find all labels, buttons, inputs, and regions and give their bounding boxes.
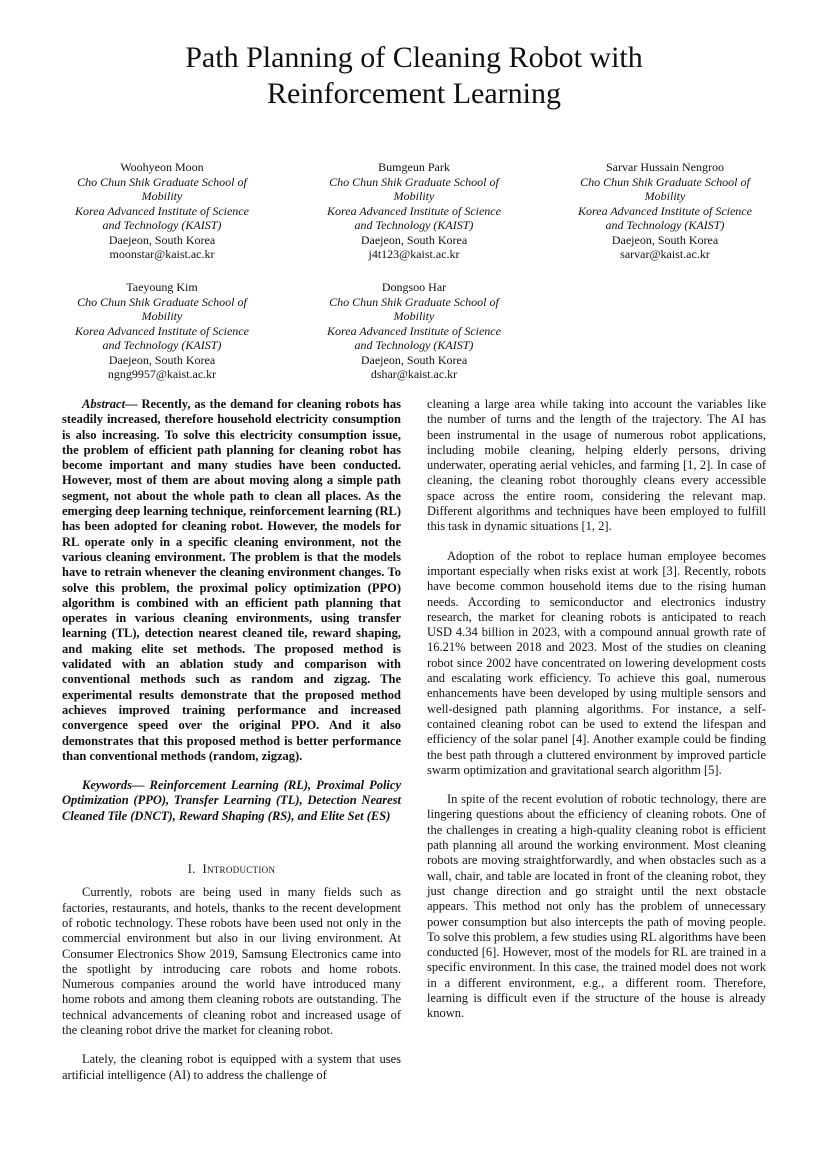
author-affiliation-line: and Technology (KAIST) — [605, 218, 725, 232]
author-affiliation-line: Korea Advanced Institute of Science — [327, 323, 501, 338]
author-name: Sarvar Hussain Nengroo — [606, 160, 724, 174]
section-title: Introduction — [202, 862, 276, 877]
author-affiliation-line: Cho Chun Shik Graduate School of — [580, 174, 750, 189]
author-affiliation-line: and Technology (KAIST) — [102, 218, 222, 232]
author-affiliation-line: Korea Advanced Institute of Science — [578, 203, 752, 218]
author-location: Daejeon, South Korea — [360, 352, 468, 367]
author-affiliation-line: Korea Advanced Institute of Science — [75, 323, 249, 338]
author-block-1 — [57, 160, 267, 262]
author-block-5 — [309, 280, 519, 382]
author-affiliation-line: Mobility — [644, 189, 686, 203]
author-block-3 — [560, 160, 770, 262]
author-affiliation-line: Korea Advanced Institute of Science — [327, 203, 501, 218]
author-name: Taeyoung Kim — [126, 280, 198, 294]
paragraph: Currently, robots are being used in many fields such as factories, restaurants, and hotels, thanks to the recent development of robotic technology. These robots have been used not only in the commercial environment but also in our living environment. At Consumer Electronics Show 2019, Samsung Electronics came into the spotlight by introducing care robots and home robots. Numerous companies around the world have introduced many home robots and among them cleaning robots are outstanding. The technical advancements of cleaning robot and increased usage of the cleaning robot drive the market for cleaning robot. — [62, 885, 401, 1037]
author-email: dshar@kaist.ac.kr — [370, 367, 458, 381]
author-affiliation-line: Mobility — [141, 309, 183, 323]
keywords — [62, 778, 401, 824]
abstract-label: Abstract— — [82, 397, 138, 411]
author-block-2 — [309, 160, 519, 262]
author-location: Daejeon, South Korea — [360, 232, 468, 247]
author-affiliation-line: Mobility — [393, 189, 435, 203]
paragraph: cleaning a large area while taking into account the variables like the number of turns and the length of the trajectory. The AI has been instrumental in the usage of numerous robot applications, including mobile cleaning, helping elderly persons, driving underwater, operating aerial vehicles, and farming [1, 2]. In case of cleaning, the cleaning robot thoroughly cleans every accessible space across the entire room, considering the relevant map. Different algorithms and techniques have been employed to fulfill this task in dynamic situations [1, 2]. — [427, 397, 766, 534]
section-heading — [62, 862, 401, 877]
author-affiliation-line: and Technology (KAIST) — [354, 338, 474, 352]
author-email: ngng9957@kaist.ac.kr — [107, 367, 217, 381]
author-affiliation-line: Cho Chun Shik Graduate School of — [77, 174, 247, 189]
author-affiliation-line: Mobility — [141, 189, 183, 203]
author-affiliation-line: Cho Chun Shik Graduate School of — [329, 174, 499, 189]
author-name: Woohyeon Moon — [120, 160, 204, 174]
author-email: j4t123@kaist.ac.kr — [368, 247, 460, 261]
left-column — [62, 397, 401, 1083]
author-location: Daejeon, South Korea — [108, 352, 216, 367]
author-email: moonstar@kaist.ac.kr — [109, 247, 215, 261]
paper-title-line-2: Reinforcement Learning — [266, 77, 562, 110]
author-name: Dongsoo Har — [381, 280, 447, 294]
author-block-4 — [57, 280, 267, 382]
author-affiliation-line: Cho Chun Shik Graduate School of — [77, 294, 247, 309]
right-column — [427, 397, 766, 1022]
author-location: Daejeon, South Korea — [611, 232, 719, 247]
author-affiliation-line: and Technology (KAIST) — [102, 338, 222, 352]
keywords-text: Reinforcement Learning (RL), Proximal Policy Optimization (PPO), Transfer Learning (TL), Detection Nearest Cleaned Tile (DNCT), Reward Shaping (RS), and Elite Set (ES) — [62, 778, 401, 823]
paper-title — [0, 40, 828, 112]
author-affiliation-line: and Technology (KAIST) — [354, 218, 474, 232]
paragraph: Lately, the cleaning robot is equipped with a system that uses artificial intelligence (AI) to address the challenge of — [62, 1052, 401, 1082]
abstract-text: Recently, as the demand for cleaning robots has steadily increased, therefore household electricity consumption is also increasing. To solve this electricity consumption issue, the problem of efficient path planning for cleaning robot has become important and many studies have been conducted. However, most of them are about moving along a simple path segment, not about the whole path to clean all places. As the emerging deep learning technique, reinforcement learning (RL) has been adopted for cleaning robot. However, the models for RL operate only in a specific cleaning environment, not the various cleaning environment. The problem is that the models have to retrain whenever the cleaning environment changes. To solve this problem, the proximal policy optimization (PPO) algorithm is combined with an efficient path planning that operates in various cleaning environments, using transfer learning (TL), detection nearest cleaned tile, reward shaping, and making elite set methods. The proposed method is validated with an ablation study and comparison with conventional methods such as random and zigzag. The experimental results demonstrate that the proposed method achieves improved training performance and increased convergence speed over the original PPO. And it also demonstrates that this proposed method is better performance than conventional methods (random, zigzag). — [62, 397, 401, 763]
paper-title-line-1: Path Planning of Cleaning Robot with — [185, 41, 643, 74]
author-email: sarvar@kaist.ac.kr — [620, 247, 710, 261]
paragraph: In spite of the recent evolution of robotic technology, there are lingering questions about the efficiency of cleaning robots. One of the challenges in creating a high-quality cleaning robot is efficient path planning all around the working environment. Most cleaning robots are moving straightforwardly, and when obstacles such as a wall, chair, and table are located in front of the cleaning robot, they just change direction and go straight until the next obstacle appears. This method not only has the problem of unnecessary power consumption but also intercepts the path of moving people. To solve this problem, a few studies using RL algorithms have been conducted [6]. However, most of the models for RL are trained in a specific environment. In this case, the trained model does not work in a different environment, e.g., a different room. Therefore, learning is difficult even if the structure of the house is already known. — [427, 792, 766, 1021]
author-affiliation-line: Cho Chun Shik Graduate School of — [329, 294, 499, 309]
section-number: I. — [187, 862, 196, 877]
author-affiliation-line: Korea Advanced Institute of Science — [75, 203, 249, 218]
author-location: Daejeon, South Korea — [108, 232, 216, 247]
author-name: Bumgeun Park — [378, 160, 450, 174]
author-affiliation-line: Mobility — [393, 309, 435, 323]
paragraph: Adoption of the robot to replace human employee becomes important especially when risks exist at work [3]. Recently, robots have become common household items due to the rising human needs. According to semiconductor and electronics industry research, the market for cleaning robots is anticipated to reach USD 4.34 billion in 2023, with a compound annual growth rate of 16.21% between 2018 and 2023. Most of the studies on cleaning robot since 2002 have concentrated on lowering development costs and escalating work efficiency. To achieve this goal, numerous enhancements have been developed by using multiple sensors and well-designed path planning algorithms. For instance, a self-contained cleaning robot can be used to extend the lifespan and efficiency of the solar panel [4]. Another example could be finding the best path through a cluttered environment by improved particle swarm optimization and gravitational search algorithm [5]. — [427, 548, 766, 777]
keywords-label: Keywords— — [82, 778, 145, 793]
abstract — [62, 397, 401, 764]
